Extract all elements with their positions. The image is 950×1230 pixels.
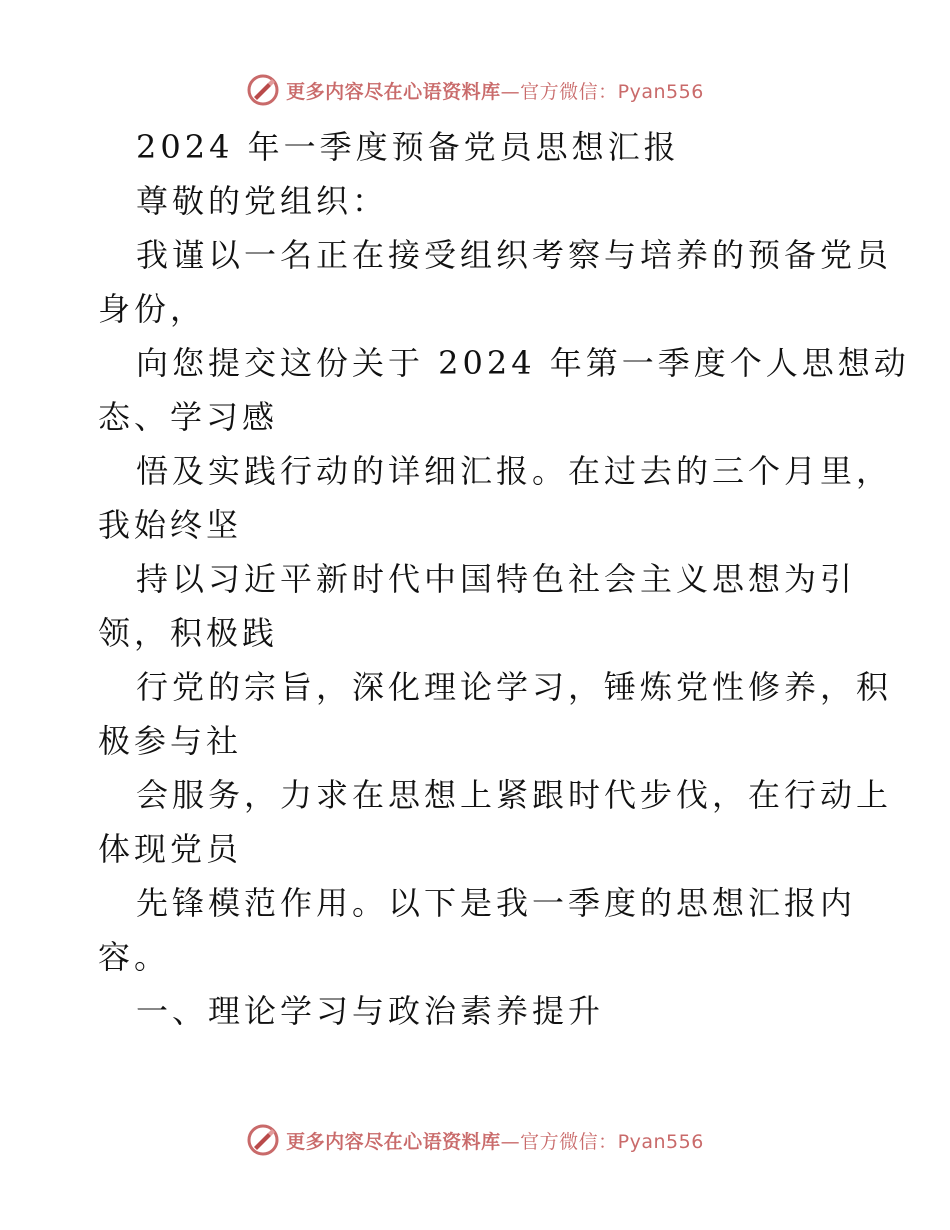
watermark-brand: 更多内容尽在心语资料库 <box>286 1130 501 1153</box>
paragraph-line: 领，积极践 <box>98 614 279 652</box>
paragraph-line: 容。 <box>98 938 171 976</box>
paragraph-line: 我始终坚 <box>98 506 243 544</box>
document-title: 2024 年一季度预备党员思想汇报 <box>136 128 680 166</box>
paragraph-lines <box>98 228 910 984</box>
paragraph-line: 持以习近平新时代中国特色社会主义思想为引 <box>136 560 857 598</box>
paragraph-line: 会服务，力求在思想上紧跟时代步伐，在行动上 <box>136 776 893 814</box>
document-body <box>98 120 910 1038</box>
paragraph-line: 极参与社 <box>98 722 243 760</box>
watermark-contact: —官方微信：Pyan556 <box>500 80 704 103</box>
paragraph-line: 先锋模范作用。以下是我一季度的思想汇报内 <box>136 884 857 922</box>
watermark-brand: 更多内容尽在心语资料库 <box>286 80 501 103</box>
paragraph-line: 悟及实践行动的详细汇报。在过去的三个月里， <box>136 452 893 490</box>
section-heading: 一、理论学习与政治素养提升 <box>136 992 605 1030</box>
footer-watermark <box>0 1120 950 1160</box>
paragraph-line: 体现党员 <box>98 830 243 868</box>
paragraph-line: 我谨以一名正在接受组织考察与培养的预备党员 <box>136 236 893 274</box>
paragraph-line: 身份， <box>98 290 207 328</box>
paragraph-line: 行党的宗旨，深化理论学习，锤炼党性修养，积 <box>136 668 893 706</box>
pen-logo-icon <box>246 73 280 107</box>
salutation: 尊敬的党组织： <box>136 182 389 220</box>
watermark-text <box>286 1127 704 1154</box>
header-watermark <box>0 70 950 110</box>
pen-logo-icon <box>246 1123 280 1157</box>
paragraph-line: 向您提交这份关于 2024 年第一季度个人思想动 <box>136 344 910 382</box>
watermark-contact: —官方微信：Pyan556 <box>500 1130 704 1153</box>
watermark-text <box>286 77 704 104</box>
paragraph-line: 态、学习感 <box>98 398 279 436</box>
